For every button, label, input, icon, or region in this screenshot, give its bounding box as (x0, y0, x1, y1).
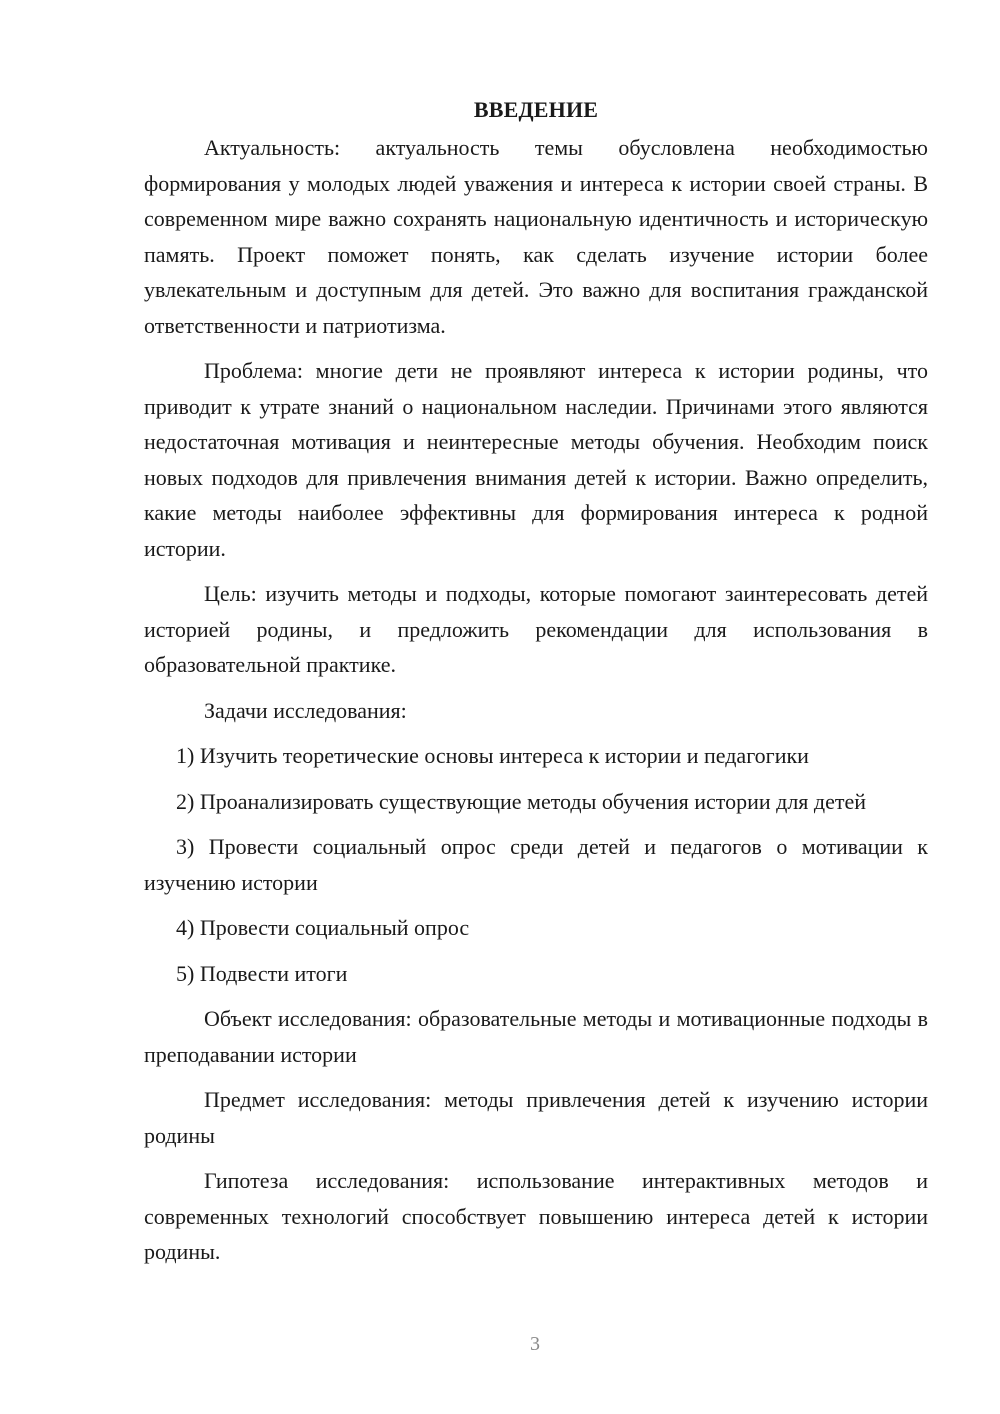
task-item-1: 1) Изучить теоретические основы интереса к истории и педагогики (176, 743, 809, 768)
subject-paragraph: Предмет исследования: методы привлечения детей к изучению истории родины (144, 1087, 928, 1148)
document-page (144, 92, 928, 1280)
task-item-2: 2) Проанализировать существующие методы обучения истории для детей (176, 788, 867, 814)
page-number: 3 (530, 1333, 540, 1355)
task-item-4: 4) Провести социальный опрос (176, 915, 470, 940)
section-title: ВВЕДЕНИЕ (473, 97, 599, 122)
goal-paragraph: Цель: изучить методы и подходы, которые помогают заинтересовать детей историей родины, и предложить рекомендации для использования в образовательной практике. (144, 581, 928, 677)
relevance-paragraph: Актуальность: актуальность темы обусловлена необходимостью формирования у молодых людей уважения и интереса к истории своей страны. В современном мире важно сохранять национальную идентичность и историческую память. Проект поможет понять, как сделать изучение истории более увлекательным и доступным для детей. Это важно для воспитания гражданской ответственности и патриотизма. (144, 135, 928, 338)
object-paragraph: Объект исследования: образовательные методы и мотивационные подходы в преподавании истории (144, 1006, 928, 1067)
problem-paragraph: Проблема: многие дети не проявляют интереса к истории родины, что приводит к утрате знаний о национальном наследии. Причинами этого являются недостаточная мотивация и неинтересные методы обучения. Необходим поиск новых подходов для привлечения внимания детей к истории. Важно определить, какие методы наиболее эффективны для формирования интереса к родной истории. (144, 358, 928, 561)
hypothesis-paragraph: Гипотеза исследования: использование интерактивных методов и современных технологий способствует повышению интереса детей к истории родины. (144, 1168, 928, 1264)
task-item-5: 5) Подвести итоги (176, 960, 348, 986)
tasks-heading: Задачи исследования: (204, 697, 407, 723)
task-item-3: 3) Провести социальный опрос среди детей и педагогов о мотивации к изучению истории (144, 834, 928, 895)
